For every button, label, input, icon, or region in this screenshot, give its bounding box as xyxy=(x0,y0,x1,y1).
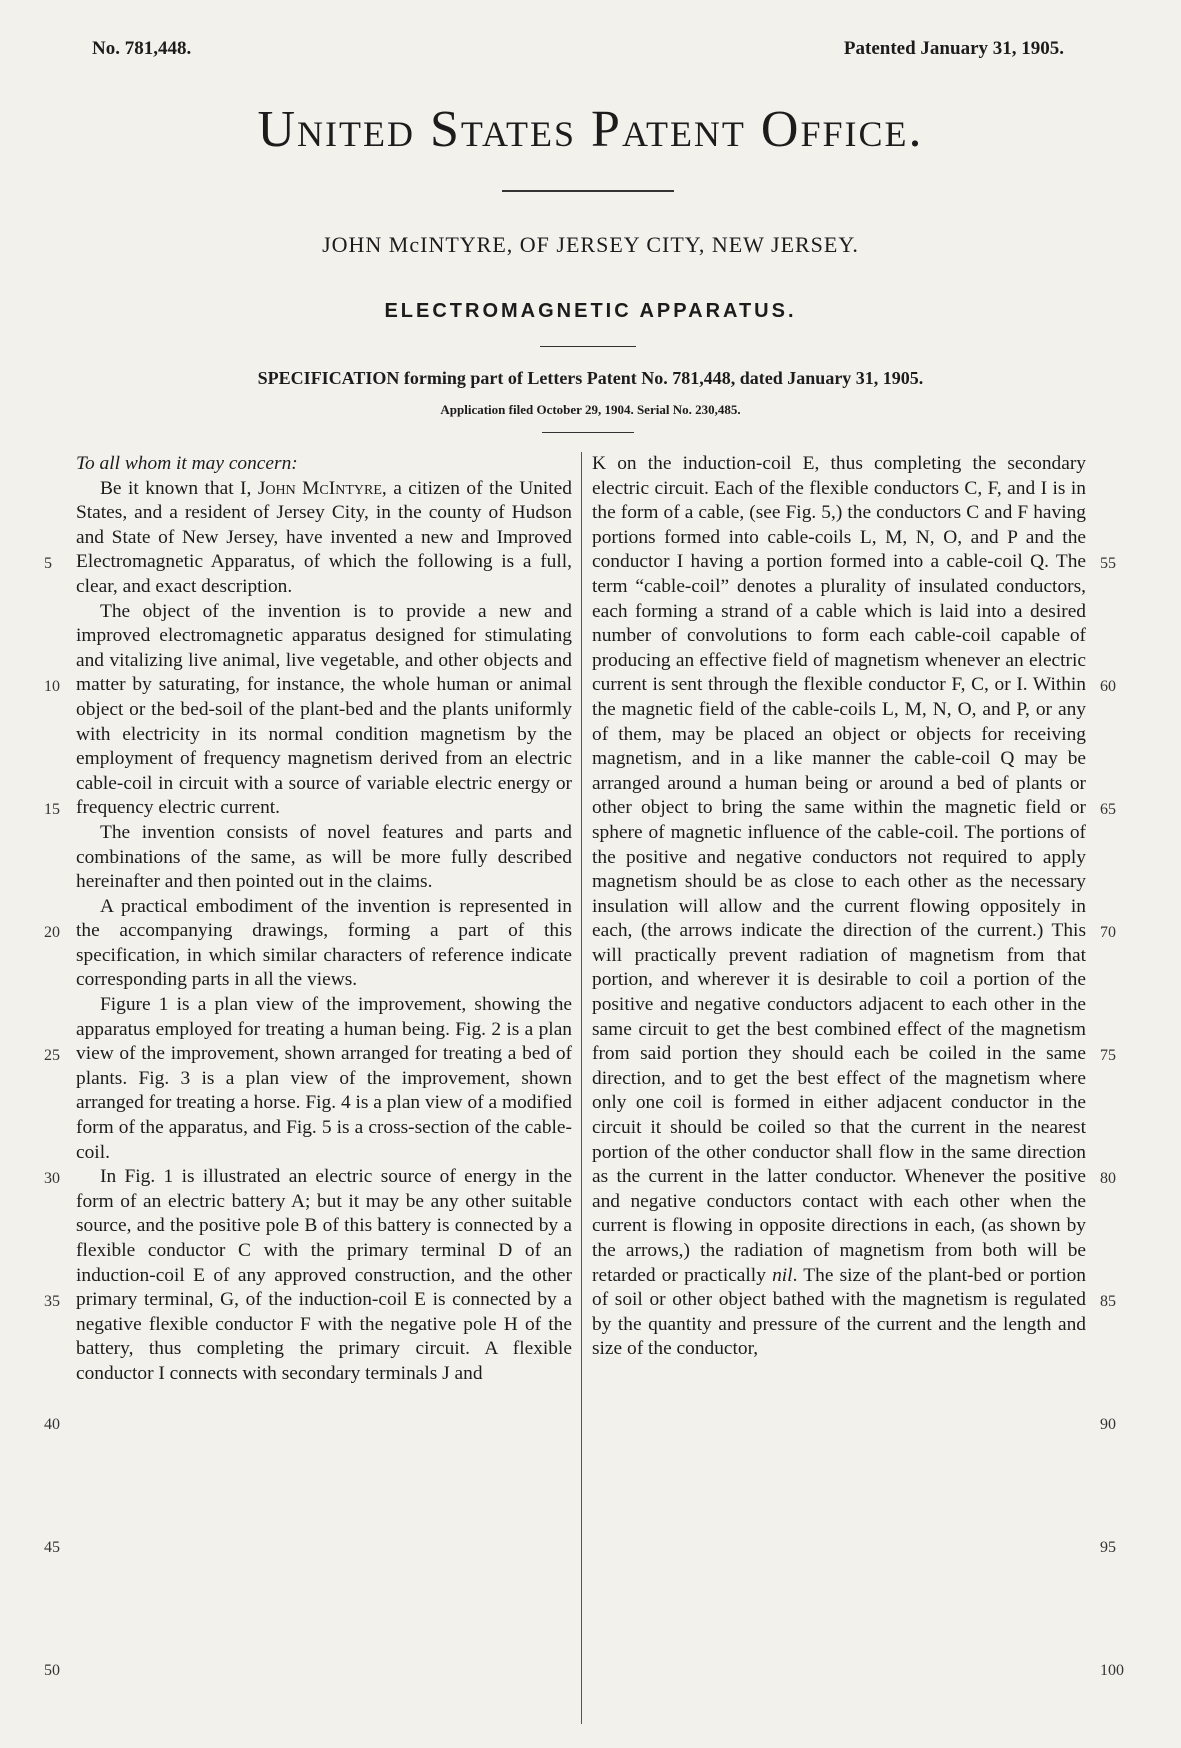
line-number: 80 xyxy=(1100,1170,1116,1187)
divider-rule xyxy=(542,432,634,433)
line-number: 20 xyxy=(44,924,60,941)
paragraph: A practical embodiment of the invention is represented in the accompanying drawings, forming a part of this specification, in which similar characters of reference indicate corresponding parts in all the views. xyxy=(76,895,572,991)
line-number: 90 xyxy=(1100,1416,1116,1433)
italic-term: nil xyxy=(772,1264,793,1286)
line-number: 45 xyxy=(44,1539,60,1556)
line-number: 15 xyxy=(44,801,60,818)
line-number: 65 xyxy=(1100,801,1116,818)
divider-rule xyxy=(540,346,636,347)
inventor-name: John McIntyre xyxy=(257,477,382,499)
left-column xyxy=(76,452,572,1387)
line-number: 25 xyxy=(44,1047,60,1064)
specification-line: SPECIFICATION forming part of Letters Patent No. 781,448, dated January 31, 1905. xyxy=(257,368,924,388)
line-number: 35 xyxy=(44,1293,60,1310)
right-column xyxy=(592,452,1086,1362)
application-line: Application filed October 29, 1904. Serial No. 230,485. xyxy=(440,402,741,417)
line-number: 30 xyxy=(44,1170,60,1187)
header-row xyxy=(92,38,1064,68)
line-number: 85 xyxy=(1100,1293,1116,1310)
patent-number: No. 781,448. xyxy=(92,38,192,59)
patent-date: Patented January 31, 1905. xyxy=(843,38,1064,59)
line-number: 75 xyxy=(1100,1047,1116,1064)
line-number: 70 xyxy=(1100,924,1116,941)
office-heading: United States Patent Office. xyxy=(257,101,924,158)
divider-rule xyxy=(502,190,674,192)
line-number: 60 xyxy=(1100,678,1116,695)
paragraph: The object of the invention is to provide a new and improved electromagnetic apparatus designed for stimulating and vitalizing live animal, live vegetable, and other objects and matter by saturating, for instance, the whole human or animal object or the bed-soil of the plant-bed and the plants uniformly with electricity in its normal condition magnetism by the employment of frequency magnetism derived from an electric cable-coil in circuit with a source of variable electric energy or frequency electric current. xyxy=(76,600,572,819)
paragraph: In Fig. 1 is illustrated an electric source of energy in the form of an electric battery A; but it may be any other suitable source, and the positive pole B of this battery is connected by a flexible conductor C with the primary terminal D of an induction-coil E of any approved construction, and the other primary terminal, G, of the induction-coil E is connected by a negative flexible conductor F with the negative pole H of the battery, thus completing the primary circuit. A flexible conductor I connects with secondary terminals J and xyxy=(76,1166,572,1384)
inventor-line: JOHN McINTYRE, OF JERSEY CITY, NEW JERSEY. xyxy=(322,232,859,257)
paragraph: The invention consists of novel features and parts and combinations of the same, as will be more fully described hereinafter and then pointed out in the claims. xyxy=(76,821,572,893)
line-number: 40 xyxy=(44,1416,60,1433)
paragraph: Figure 1 is a plan view of the improvement, showing the apparatus employed for treating a human being. Fig. 2 is a plan view of the improvement, shown arranged for treating a bed of plants. Fig. 3 is a plan view of the improvement, shown arranged for treating a horse. Fig. 4 is a plan view of a modified form of the apparatus, and Fig. 5 is a cross-section of the cable-coil. xyxy=(76,994,572,1163)
line-number: 100 xyxy=(1100,1662,1124,1679)
salutation: To all whom it may concern: xyxy=(76,453,298,474)
paragraph: K on the induction-coil E, thus completing the secondary electric circuit. Each of the flexible conductors C, F, and I is in the form of a cable, (see Fig. 5,) the conductors C and F having portions formed into cable-coils L, M, N, O, and P and the conductor I having a portion formed into a cable-coil Q. The term “cable-coil” denotes a plurality of insulated conductors, each forming a strand of a cable which is laid into a desired number of convolutions to form each cable-coil capable of producing an effective field of magnetism whenever an electric current is sent through the flexible conductor F, C, or I. Within the magnetic field of the cable-coils L, M, N, O, and P, or any of them, may be placed an object or objects for receiving magnetism, and in a like manner the cable-coil Q may be arranged around a human being or around a bed of plants or other object to bring the same within the magnetic field or sphere of magnetic influence of the cable-coil. The portions of the positive and negative conductors not required to apply magnetism should be as close to each other as the necessary insulation will allow and the current flowing oppositely in each, (the arrows indicate the direction of the current.) This will practically prevent radiation of magnetism from that portion, and wherever it is desirable to coil a portion of the positive and negative conductors adjacent to each other in the same circuit to get the best combined effect of the magnetism from said portion they should each be coiled in the same direction, and to get the best effect of the magnetism where only one coil is formed in either adjacent conductor in the circuit it should be coiled so that the current in the nearest portion of the other conductor shall flow in the same direction as the current in the latter conductor. Whenever the positive and negative conductors contact with each other when the current is flowing in opposite directions in each, (as shown by the arrows,) the radiation of magnetism from both will be retarded or practically nil. The size of the plant-bed or portion of soil or other object bathed with the magnetism is regulated by the quantity and pressure of the current and the length and size of the conductor, xyxy=(592,453,1086,1360)
column-divider xyxy=(581,452,582,1724)
line-number: 55 xyxy=(1100,555,1116,572)
paragraph: Be it known that I, John McIntyre, a citizen of the United States, and a resident of Jersey City, in the county of Hudson and State of New Jersey, have invented a new and Improved Electromagnetic Apparatus, of which the following is a full, clear, and exact description. xyxy=(76,477,572,597)
line-number: 10 xyxy=(44,678,60,695)
line-number: 5 xyxy=(44,555,52,572)
invention-title: ELECTROMAGNETIC APPARATUS. xyxy=(384,300,797,322)
line-number: 50 xyxy=(44,1662,60,1679)
line-number: 95 xyxy=(1100,1539,1116,1556)
